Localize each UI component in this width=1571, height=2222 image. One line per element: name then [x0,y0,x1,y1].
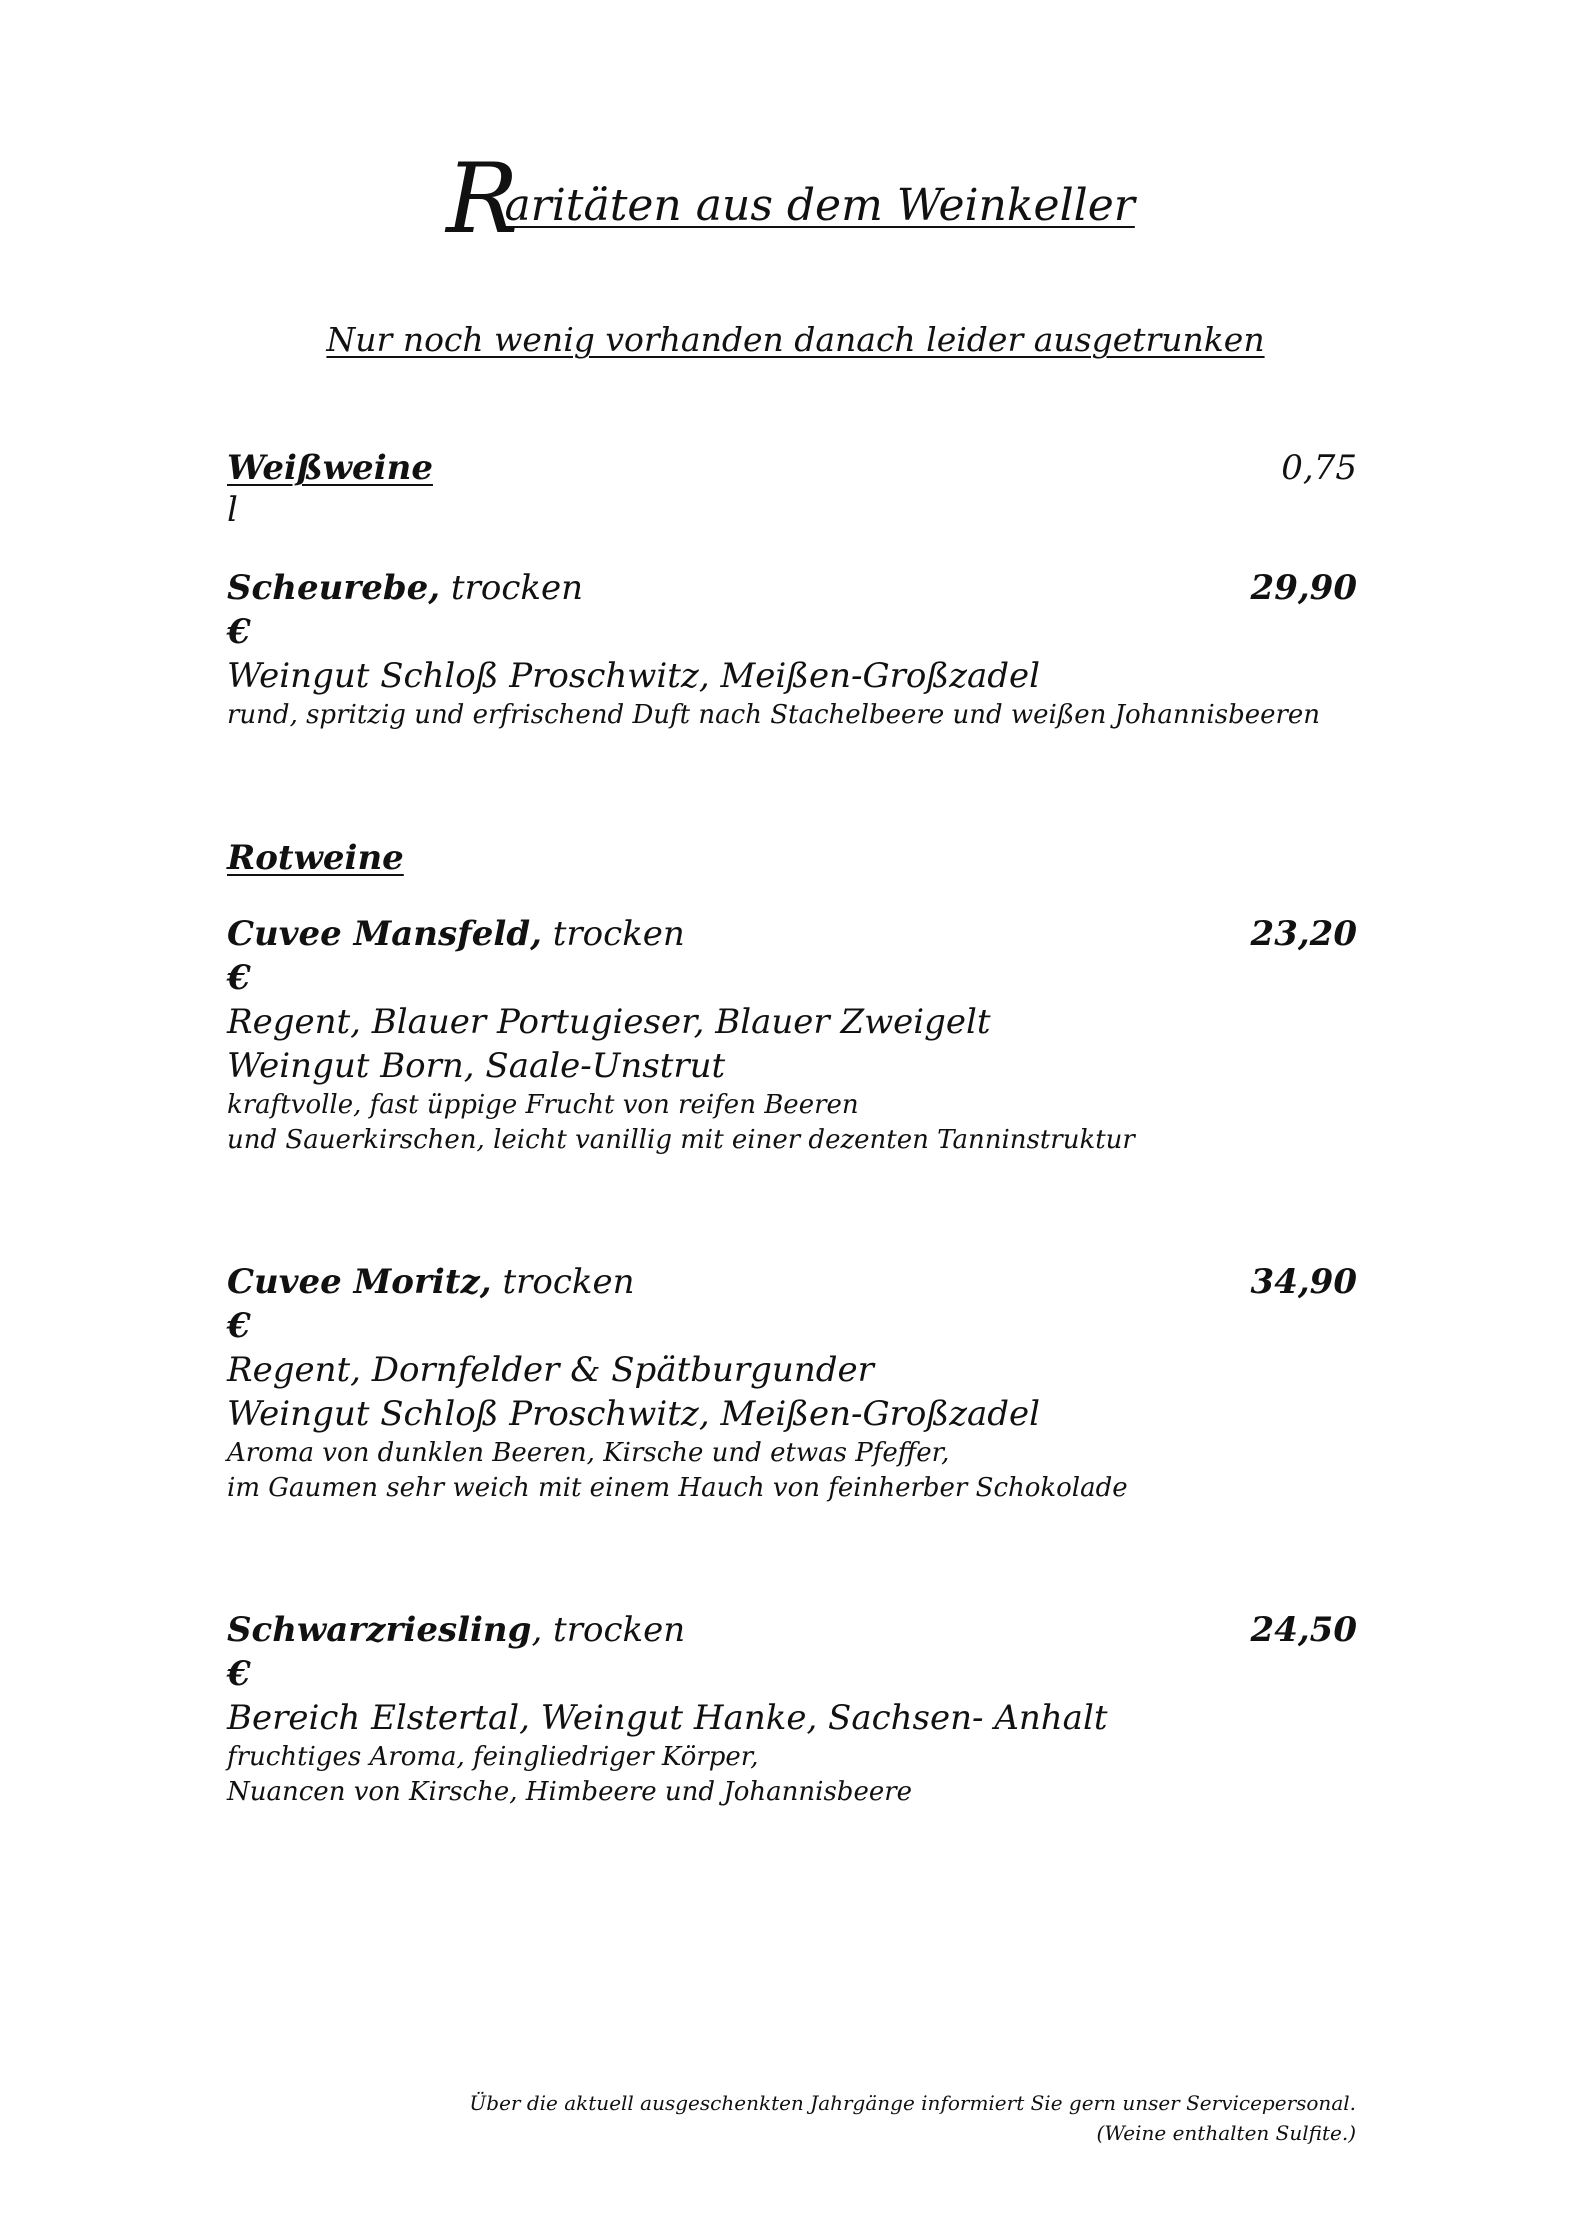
wine-title-row [227,1260,1357,1304]
wine-origin: Weingut Schloß Proschwitz, Meißen-Großzadel [227,656,1041,696]
wine-grapes: Regent, Dornfelder & Spätburgunder [227,1350,874,1390]
wine-style: trocken [491,1262,635,1302]
wine-style: trocken [541,914,685,954]
wine-description: Aroma von dunklen Beeren, Kirsche und etwas Pfeffer, [227,1438,950,1468]
wine-origin: Bereich Elstertal, Weingut Hanke, Sachsen- Anhalt [227,1698,1108,1738]
wine-title [227,1608,685,1652]
wine-origin: Weingut Born, Saale-Unstrut [227,1046,726,1086]
wine-description: fruchtiges Aroma, feingliedriger Körper, [227,1742,759,1772]
wine-item-scheurebe [227,566,1357,733]
wine-title [227,566,583,610]
subtitle-block [0,320,1571,359]
wine-item-cuvee-moritz [227,1260,1357,1506]
currency-symbol: € [227,1654,251,1694]
title-initial: R [446,143,519,255]
white-heading-row [227,448,1357,488]
wine-name: Scheurebe, [227,568,441,608]
footer-line-sulfites: (Weine enthalten Sulfite.) [1096,2121,1356,2145]
footer-line-vintage: Über die aktuell ausgeschenkten Jahrgänge informiert Sie gern unser Servicepersonal. [469,2091,1356,2115]
volume-unit: 0,75 [1281,448,1357,488]
wine-price: 34,90 [1250,1262,1357,1302]
wine-price: 24,50 [1250,1610,1357,1650]
wine-description: Nuancen von Kirsche, Himbeere und Johannisbeere [227,1777,913,1807]
wine-price: 23,20 [1250,914,1357,954]
wine-name: Cuvee Mansfeld, [227,914,542,954]
wine-name: Schwarzriesling [227,1610,532,1650]
currency-symbol: € [227,1306,251,1346]
section-heading-white: Weißweine [227,448,433,488]
wine-title-row [227,912,1357,956]
wine-description: kraftvolle, fast üppige Frucht von reifen Beeren [227,1090,859,1120]
currency-symbol: € [227,958,251,998]
wine-grapes: Regent, Blauer Portugieser, Blauer Zweigelt [227,1002,991,1042]
wine-description: rund, spritzig und erfrischend Duft nach Stachelbeere und weißen Johannisbeeren [227,700,1321,730]
wine-origin: Weingut Schloß Proschwitz, Meißen-Großzadel [227,1394,1041,1434]
wine-price: 29,90 [1250,568,1357,608]
footer-note [469,2088,1356,2148]
wine-style: trocken [440,568,583,608]
page-subtitle: Nur noch wenig vorhanden danach leider ausgetrunken [326,320,1265,359]
section-white-wines [227,448,1357,532]
title-block [0,143,1571,255]
title-text: aritäten aus dem Weinkeller [504,180,1135,231]
volume-unit-l: l [227,490,238,530]
currency-symbol: € [227,612,251,652]
wine-item-cuvee-mansfeld [227,912,1357,1158]
wine-title-row [227,566,1357,610]
wine-title-row [227,1608,1357,1652]
wine-title [227,912,685,956]
wine-description: und Sauerkirschen, leicht vanillig mit einer dezenten Tanninstruktur [227,1125,1135,1155]
section-red-wines [227,838,1357,878]
wine-name: Cuvee Moritz, [227,1262,492,1302]
wine-item-schwarzriesling [227,1608,1357,1810]
section-heading-red: Rotweine [227,838,404,878]
wine-title [227,1260,635,1304]
wine-description: im Gaumen sehr weich mit einem Hauch von feinherber Schokolade [227,1473,1128,1503]
page-title [436,143,1135,255]
wine-style: , trocken [531,1610,686,1650]
